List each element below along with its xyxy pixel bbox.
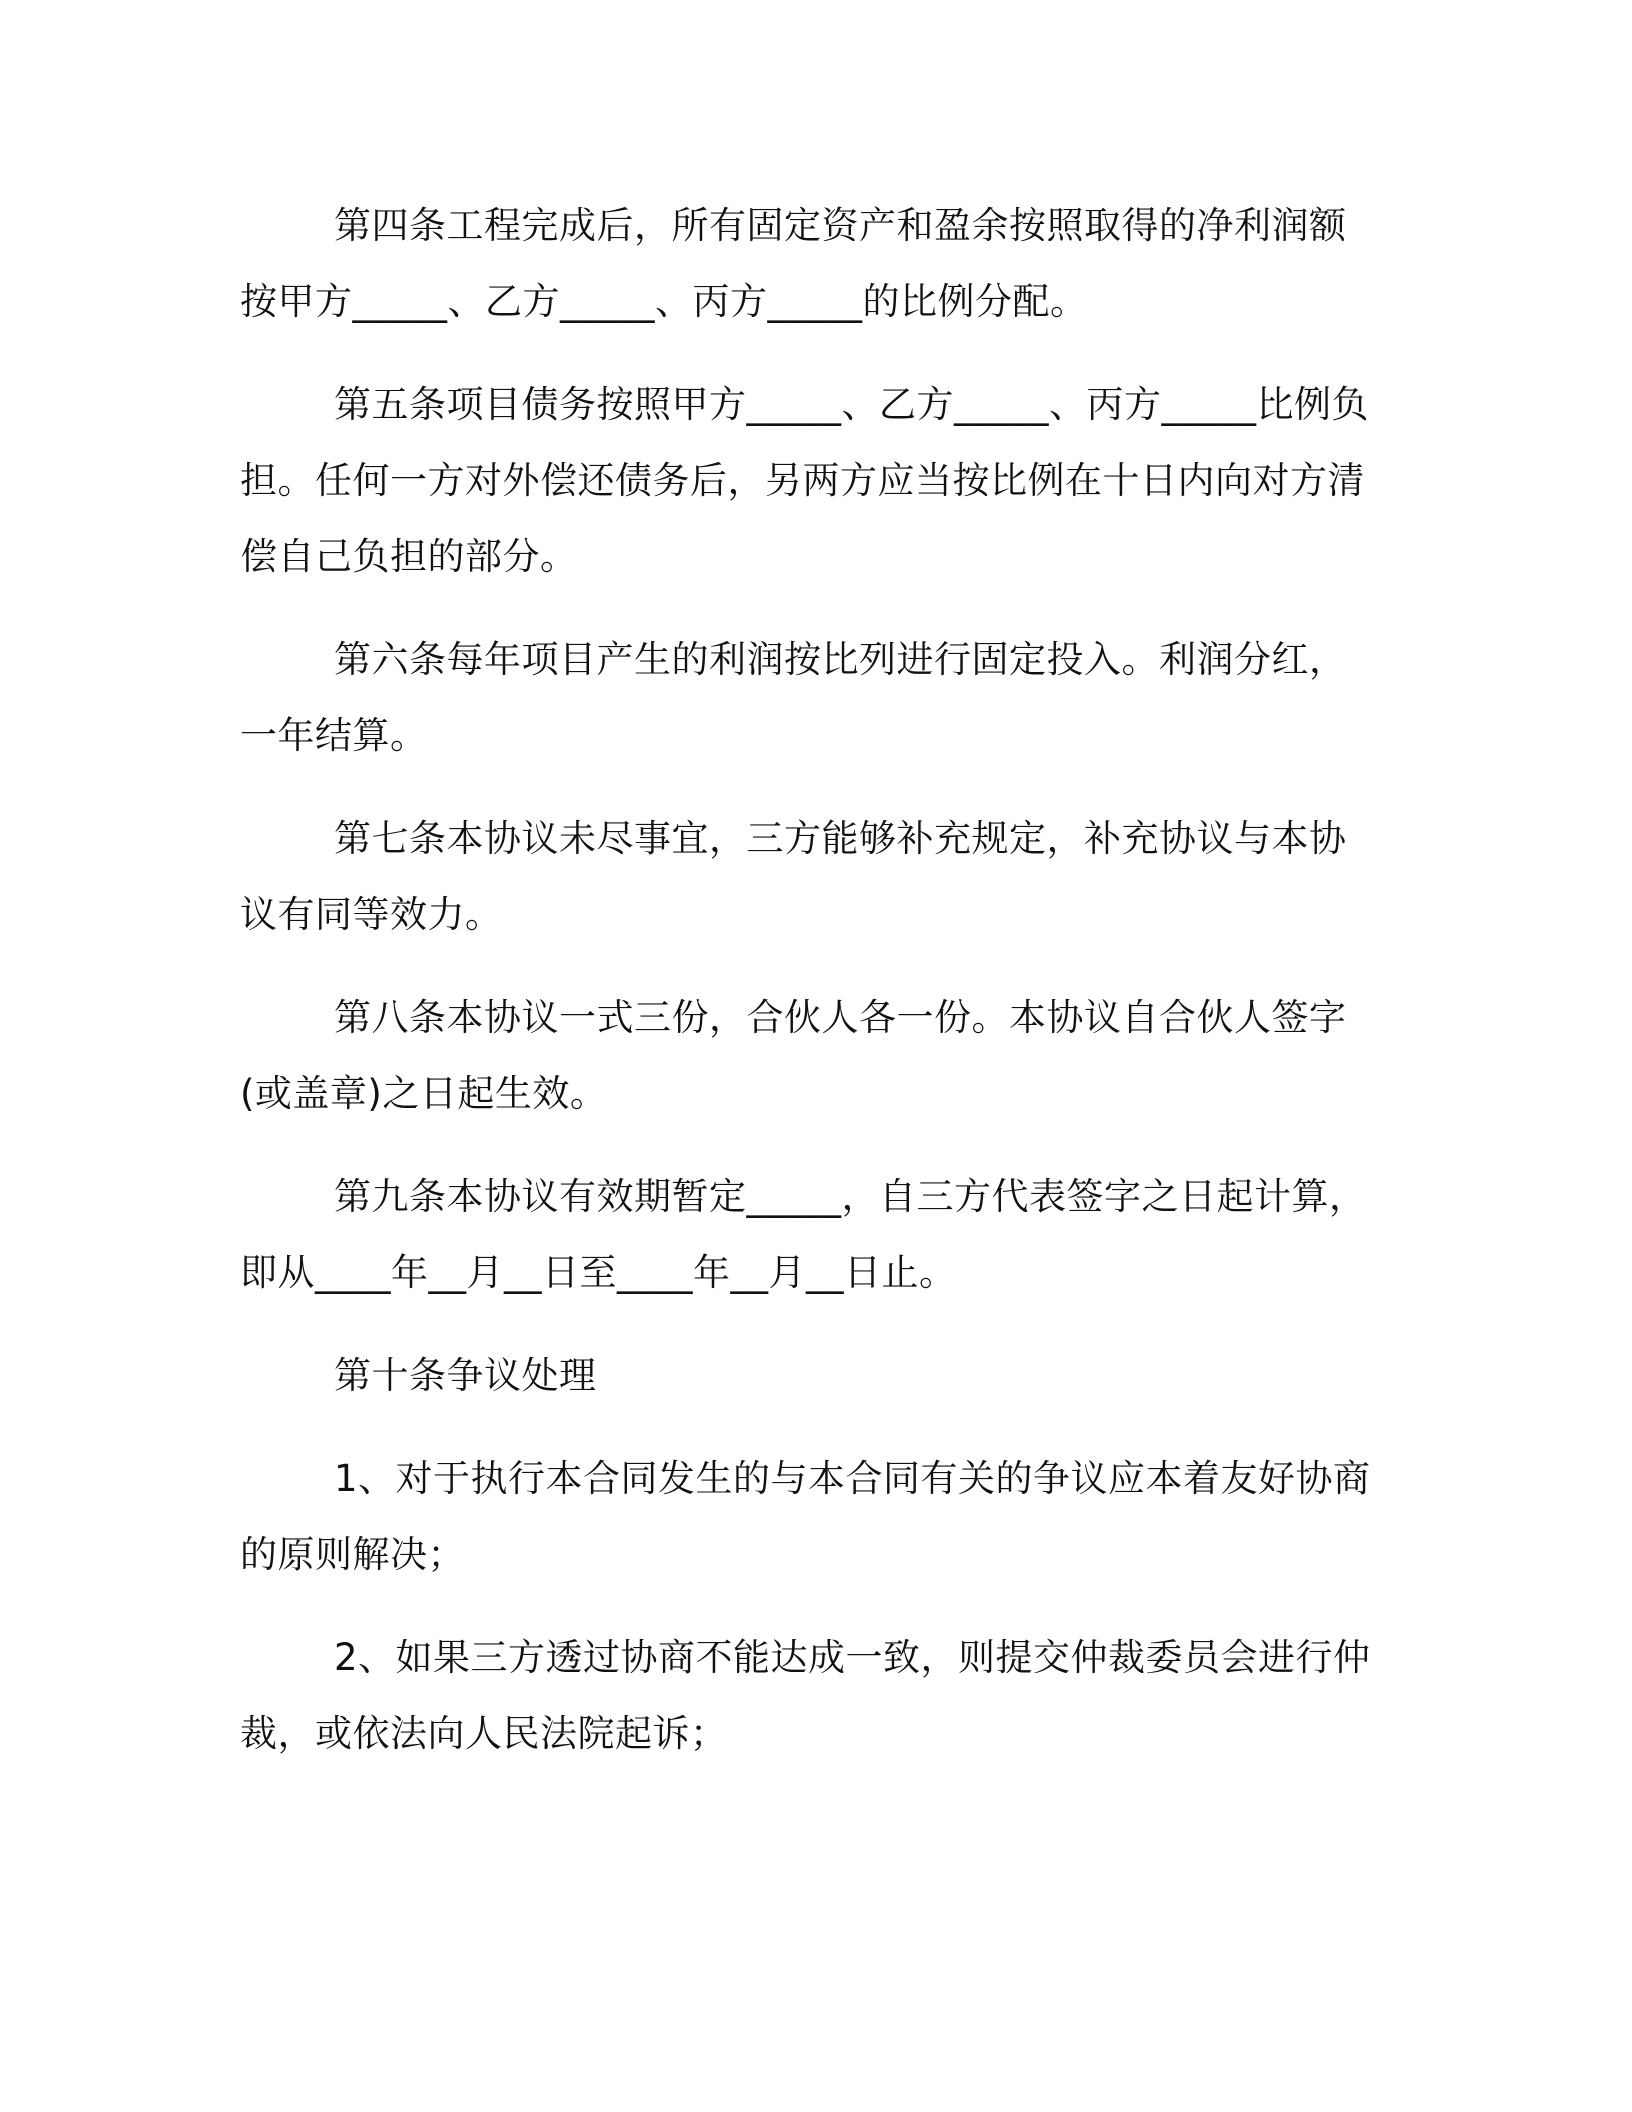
article-6-paragraph: 第六条每年项目产生的利润按比列进行固定投入。利润分红，一年结算。 [240, 638, 1347, 757]
dispute-clause-1: 1、对于执行本合同发生的与本合同有关的争议应本着友好协商的原则解决； [240, 1457, 1371, 1576]
article-7-paragraph: 第七条本协议未尽事宜，三方能够补充规定，补充协议与本协议有同等效力。 [240, 817, 1347, 936]
article-4-paragraph: 第四条工程完成后，所有固定资产和盈余按照取得的净利润额按甲方_____、乙方_____、丙方_____的比例分配。 [240, 204, 1347, 323]
article-8-paragraph: 第八条本协议一式三份，合伙人各一份。本协议自合伙人签字(或盖章)之日起生效。 [240, 996, 1347, 1115]
article-5-paragraph: 第五条项目债务按照甲方_____、乙方_____、丙方_____比例负担。任何一方对外偿还债务后，另两方应当按比例在十日内向对方清偿自己负担的部分。 [240, 383, 1369, 578]
dispute-clause-2: 2、如果三方透过协商不能达成一致，则提交仲裁委员会进行仲裁，或依法向人民法院起诉； [240, 1636, 1371, 1755]
article-10-heading: 第十条争议处理 [334, 1354, 597, 1397]
article-9-paragraph: 第九条本协议有效期暂定_____，自三方代表签字之日起计算，即从____年__月__日至____年__月__日止。 [240, 1175, 1367, 1294]
document-body [240, 188, 1380, 1799]
